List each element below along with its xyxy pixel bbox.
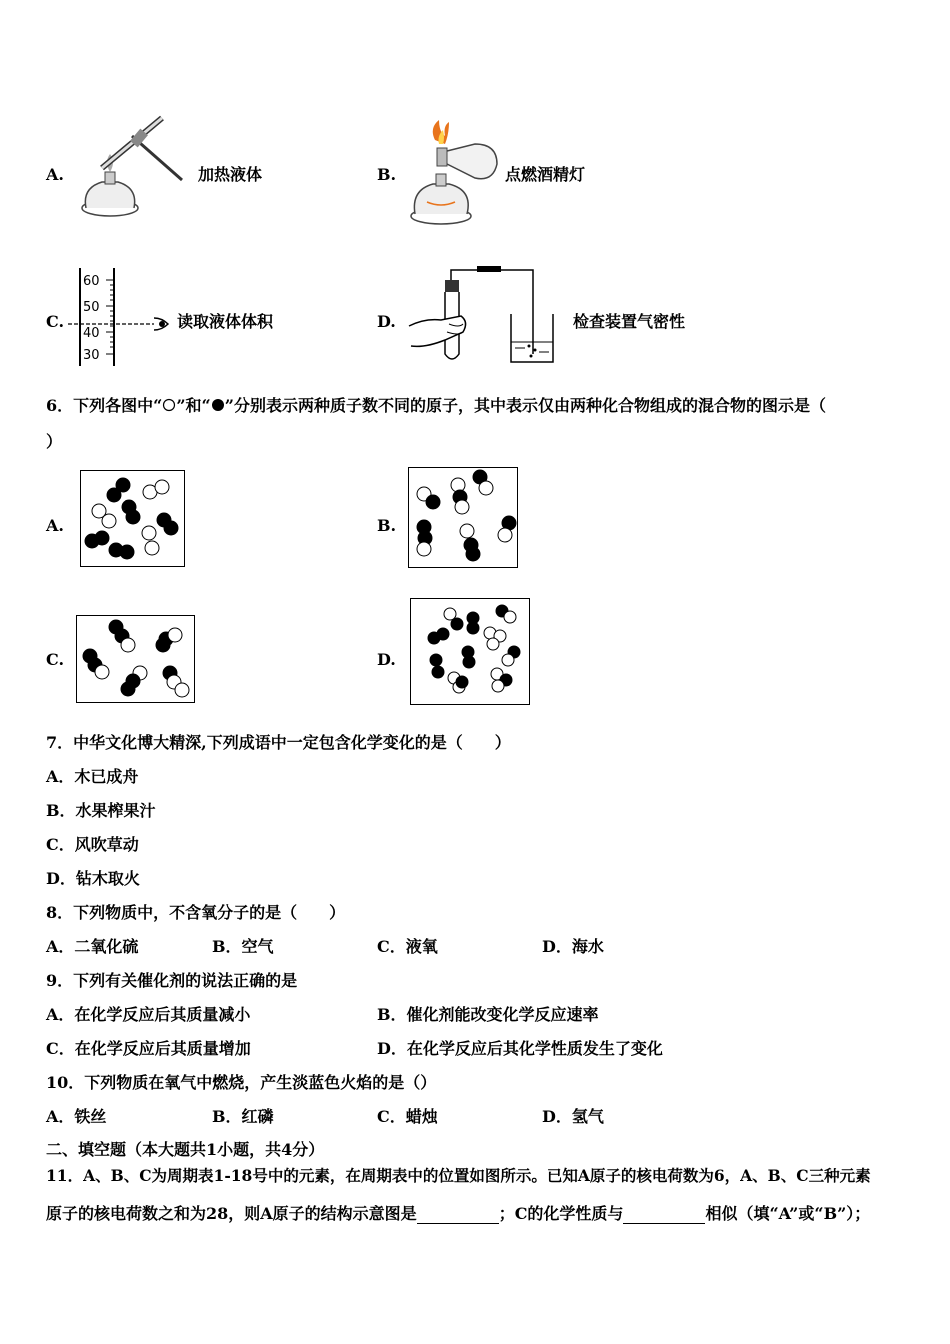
q10-option-a: A．铁丝 (46, 1107, 107, 1126)
q8-option-a: A．二氧化硫 (46, 937, 139, 956)
q6-diagram-c (76, 615, 195, 703)
q10-stem: 10．下列物质在氧气中燃烧，产生淡蓝色火焰的是（） (46, 1073, 437, 1092)
q6-stem: 6．下列各图中“ ”和“ ”分别表示两种质子数不同的原子，其中表示仅由两种化合物组成的混合物的图示是（ (46, 396, 826, 415)
q6-diagram-c-particles (76, 615, 195, 703)
q6-option-d-letter: D. (377, 650, 396, 669)
q9-option-a: A．在化学反应后其质量减小 (46, 1005, 251, 1024)
airtightness-check-illustration (405, 262, 565, 372)
q9-option-d: D．在化学反应后其化学性质发生了变化 (377, 1039, 663, 1058)
q10-option-b: B．红磷 (212, 1107, 274, 1126)
q9-option-c: C．在化学反应后其质量增加 (46, 1039, 251, 1058)
q7-option-c: C．风吹草动 (46, 835, 139, 854)
cylinder-tick-50: 50 (83, 300, 100, 315)
q5-option-d-caption: 检查装置气密性 (573, 312, 686, 331)
q5-option-a-caption: 加热液体 (198, 165, 263, 184)
q6-diagram-b-particles (408, 467, 518, 568)
q6-diagram-b (408, 467, 518, 568)
white-atom-icon (162, 398, 176, 412)
q11-line-1: 11．A、B、C为周期表1-18号中的元素，在周期表中的位置如图所示。已知A原子的核电荷数为6，A、B、C三种元素 (46, 1166, 871, 1185)
q6-diagram-a-particles (80, 470, 185, 567)
q11-line-2: 原子的核电荷数之和为28，则A原子的结构示意图是 ；C的化学性质与 相似（填“A”或“B”）； (46, 1204, 871, 1223)
q8-option-d: D．海水 (542, 937, 604, 956)
q8-option-c: C．液氧 (377, 937, 438, 956)
cylinder-tick-30: 30 (83, 348, 100, 363)
q5-option-c-letter: C. (46, 312, 65, 331)
q6-diagram-a (80, 470, 185, 567)
q9-option-b: B．催化剂能改变化学反应速率 (377, 1005, 599, 1024)
black-atom-icon (211, 398, 225, 412)
q7-stem: 7．中华文化博大精深,下列成语中一定包含化学变化的是（ ） (46, 733, 511, 752)
q11-blank-1[interactable] (417, 1207, 499, 1224)
q6-diagram-d (410, 598, 530, 705)
q5-option-b-caption: 点燃酒精灯 (505, 165, 586, 184)
q5-option-d-letter: D. (377, 312, 396, 331)
lighting-alcohol-lamp-illustration (405, 118, 505, 228)
q6-stem-close: ） (46, 432, 63, 451)
graduated-cylinder-illustration (78, 268, 178, 368)
q7-option-a: A．木已成舟 (46, 767, 139, 786)
q5-option-a-letter: A. (46, 165, 64, 184)
q7-option-d: D．钻木取火 (46, 869, 140, 888)
q5-option-b-letter: B. (377, 165, 397, 184)
q6-option-a-letter: A. (46, 516, 64, 535)
q10-option-c: C．蜡烛 (377, 1107, 438, 1126)
q6-diagram-d-particles (410, 598, 530, 705)
cylinder-tick-40: 40 (83, 326, 100, 341)
cylinder-tick-60: 60 (83, 274, 100, 289)
q6-option-c-letter: C. (46, 650, 65, 669)
q8-option-b: B．空气 (212, 937, 274, 956)
q6-option-b-letter: B. (377, 516, 397, 535)
section-2-title: 二、填空题（本大题共1小题，共4分） (46, 1140, 325, 1159)
q8-stem: 8．下列物质中，不含氧分子的是（ ） (46, 903, 346, 922)
q10-option-d: D．氢气 (542, 1107, 604, 1126)
q11-blank-2[interactable] (623, 1207, 705, 1224)
heating-liquid-illustration (72, 108, 192, 228)
q5-option-c-caption: 读取液体体积 (177, 312, 274, 331)
q9-stem: 9．下列有关催化剂的说法正确的是 (46, 971, 298, 990)
q7-option-b: B．水果榨果汁 (46, 801, 156, 820)
